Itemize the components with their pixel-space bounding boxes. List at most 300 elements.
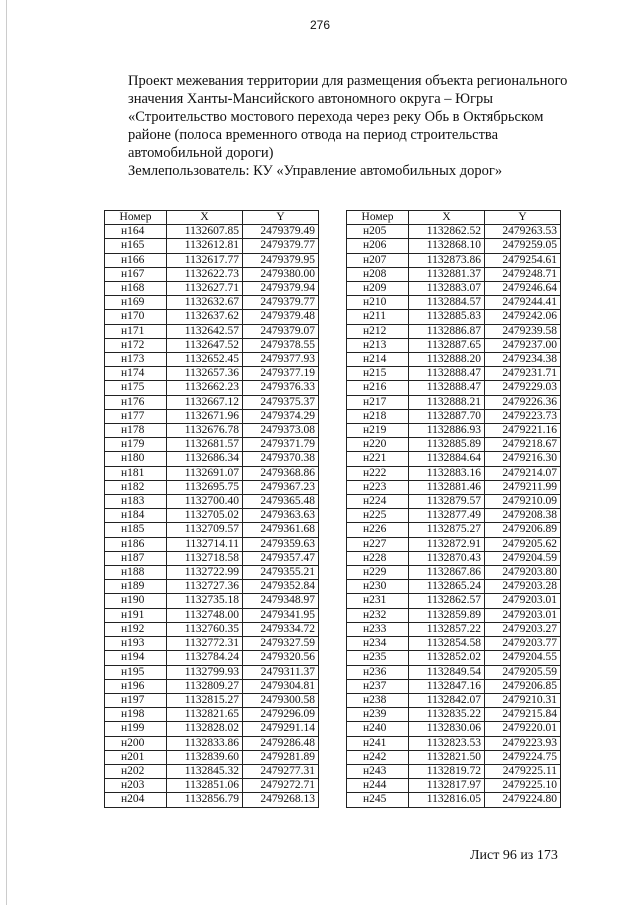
coord-x: 1132873.86	[409, 253, 485, 267]
table-row	[105, 495, 319, 509]
point-number: н218	[347, 409, 409, 423]
coord-y: 2479220.01	[485, 722, 561, 736]
table-row	[105, 693, 319, 707]
coord-y: 2479370.38	[243, 452, 319, 466]
table-row	[347, 537, 561, 551]
point-number: н208	[347, 267, 409, 281]
coord-x: 1132735.18	[167, 594, 243, 608]
coord-x: 1132875.27	[409, 523, 485, 537]
table-row	[105, 580, 319, 594]
point-number: н244	[347, 779, 409, 793]
point-number: н167	[105, 267, 167, 281]
point-number: н228	[347, 551, 409, 565]
point-number: н226	[347, 523, 409, 537]
point-number: н207	[347, 253, 409, 267]
coord-y: 2479224.80	[485, 793, 561, 807]
table-row	[347, 253, 561, 267]
coord-x: 1132632.67	[167, 296, 243, 310]
table-row	[347, 225, 561, 239]
coord-y: 2479379.48	[243, 310, 319, 324]
coord-x: 1132833.86	[167, 736, 243, 750]
point-number: н192	[105, 622, 167, 636]
point-number: н205	[347, 225, 409, 239]
coord-y: 2479341.95	[243, 608, 319, 622]
coord-y: 2479239.58	[485, 324, 561, 338]
coord-y: 2479373.08	[243, 424, 319, 438]
coord-y: 2479237.00	[485, 338, 561, 352]
coord-y: 2479311.37	[243, 665, 319, 679]
table-row	[105, 438, 319, 452]
table-row	[105, 310, 319, 324]
table-row	[347, 764, 561, 778]
point-number: н175	[105, 381, 167, 395]
coord-y: 2479259.05	[485, 239, 561, 253]
coord-y: 2479205.59	[485, 665, 561, 679]
table-row	[347, 779, 561, 793]
coord-y: 2479359.63	[243, 537, 319, 551]
table-row	[347, 566, 561, 580]
table-row	[347, 637, 561, 651]
coord-x: 1132886.93	[409, 424, 485, 438]
coord-x: 1132799.93	[167, 665, 243, 679]
table-row	[105, 750, 319, 764]
coord-x: 1132642.57	[167, 324, 243, 338]
table-row	[105, 509, 319, 523]
point-number: н236	[347, 665, 409, 679]
coord-x: 1132821.50	[409, 750, 485, 764]
point-number: н200	[105, 736, 167, 750]
coord-x: 1132885.83	[409, 310, 485, 324]
coord-x: 1132877.49	[409, 509, 485, 523]
coord-x: 1132637.62	[167, 310, 243, 324]
coord-y: 2479206.89	[485, 523, 561, 537]
point-number: н223	[347, 480, 409, 494]
coord-x: 1132859.89	[409, 608, 485, 622]
table-row	[105, 324, 319, 338]
coord-y: 2479268.13	[243, 793, 319, 807]
point-number: н241	[347, 736, 409, 750]
coord-y: 2479374.29	[243, 409, 319, 423]
table-row	[347, 424, 561, 438]
coord-x: 1132865.24	[409, 580, 485, 594]
point-number: н234	[347, 637, 409, 651]
coord-x: 1132857.22	[409, 622, 485, 636]
table-row	[347, 338, 561, 352]
table-row	[347, 793, 561, 807]
coord-x: 1132854.58	[409, 637, 485, 651]
coord-x: 1132828.02	[167, 722, 243, 736]
table-row	[347, 750, 561, 764]
coord-x: 1132823.53	[409, 736, 485, 750]
point-number: н194	[105, 651, 167, 665]
coord-y: 2479216.30	[485, 452, 561, 466]
coord-y: 2479365.48	[243, 495, 319, 509]
table-row	[105, 622, 319, 636]
table-row	[105, 722, 319, 736]
point-number: н202	[105, 764, 167, 778]
point-number: н195	[105, 665, 167, 679]
coord-y: 2479242.06	[485, 310, 561, 324]
coord-y: 2479352.84	[243, 580, 319, 594]
table-row	[105, 523, 319, 537]
coord-y: 2479304.81	[243, 679, 319, 693]
point-number: н231	[347, 594, 409, 608]
coord-x: 1132816.05	[409, 793, 485, 807]
point-number: н190	[105, 594, 167, 608]
table-row	[105, 452, 319, 466]
point-number: н197	[105, 693, 167, 707]
table-row	[105, 665, 319, 679]
coord-y: 2479379.07	[243, 324, 319, 338]
table-row	[347, 722, 561, 736]
table-row	[105, 551, 319, 565]
coord-y: 2479224.75	[485, 750, 561, 764]
table-row	[105, 253, 319, 267]
coord-y: 2479355.21	[243, 566, 319, 580]
coord-y: 2479206.85	[485, 679, 561, 693]
coord-y: 2479225.11	[485, 764, 561, 778]
table-row	[105, 409, 319, 423]
point-number: н216	[347, 381, 409, 395]
table-row	[347, 551, 561, 565]
coord-x: 1132862.57	[409, 594, 485, 608]
coord-x: 1132657.36	[167, 367, 243, 381]
coord-x: 1132652.45	[167, 353, 243, 367]
point-number: н180	[105, 452, 167, 466]
coord-x: 1132748.00	[167, 608, 243, 622]
coord-y: 2479320.56	[243, 651, 319, 665]
coord-y: 2479203.77	[485, 637, 561, 651]
table-row	[347, 509, 561, 523]
coord-x: 1132784.24	[167, 651, 243, 665]
table-row	[347, 495, 561, 509]
point-number: н193	[105, 637, 167, 651]
coord-x: 1132883.16	[409, 466, 485, 480]
table-row	[105, 779, 319, 793]
point-number: н215	[347, 367, 409, 381]
coord-x: 1132691.07	[167, 466, 243, 480]
table-row	[347, 651, 561, 665]
table-row	[105, 338, 319, 352]
coord-y: 2479210.09	[485, 495, 561, 509]
coord-y: 2479203.27	[485, 622, 561, 636]
scan-margin-line	[6, 0, 7, 905]
coord-y: 2479203.80	[485, 566, 561, 580]
table-row	[105, 282, 319, 296]
point-number: н171	[105, 324, 167, 338]
header-x: X	[167, 211, 243, 225]
point-number: н245	[347, 793, 409, 807]
coord-x: 1132714.11	[167, 537, 243, 551]
point-number: н219	[347, 424, 409, 438]
coord-x: 1132888.47	[409, 381, 485, 395]
table-row	[347, 239, 561, 253]
coord-x: 1132772.31	[167, 637, 243, 651]
point-number: н203	[105, 779, 167, 793]
coord-x: 1132839.60	[167, 750, 243, 764]
table-row	[347, 282, 561, 296]
table-row	[347, 608, 561, 622]
coord-x: 1132842.07	[409, 693, 485, 707]
table-row	[347, 679, 561, 693]
point-number: н176	[105, 395, 167, 409]
table-row	[105, 480, 319, 494]
coord-x: 1132852.02	[409, 651, 485, 665]
coord-x: 1132676.78	[167, 424, 243, 438]
header-y: Y	[485, 211, 561, 225]
point-number: н213	[347, 338, 409, 352]
coord-x: 1132667.12	[167, 395, 243, 409]
table-row	[105, 225, 319, 239]
point-number: н238	[347, 693, 409, 707]
title-line: автомобильной дороги)	[128, 145, 274, 161]
table-row	[105, 353, 319, 367]
point-number: н170	[105, 310, 167, 324]
point-number: н174	[105, 367, 167, 381]
table-row	[105, 381, 319, 395]
coord-x: 1132888.47	[409, 367, 485, 381]
title-line: «Строительство мостового перехода через реку Обь в Октябрьском	[128, 109, 544, 125]
table-row	[347, 324, 561, 338]
coord-x: 1132722.99	[167, 566, 243, 580]
coord-x: 1132881.37	[409, 267, 485, 281]
point-number: н187	[105, 551, 167, 565]
point-number: н165	[105, 239, 167, 253]
coord-y: 2479223.93	[485, 736, 561, 750]
table-header-row	[347, 211, 561, 225]
point-number: н239	[347, 708, 409, 722]
point-number: н232	[347, 608, 409, 622]
point-number: н220	[347, 438, 409, 452]
coord-y: 2479363.63	[243, 509, 319, 523]
table-row	[105, 708, 319, 722]
coord-x: 1132686.34	[167, 452, 243, 466]
coord-y: 2479377.93	[243, 353, 319, 367]
point-number: н199	[105, 722, 167, 736]
point-number: н243	[347, 764, 409, 778]
coord-y: 2479296.09	[243, 708, 319, 722]
point-number: н166	[105, 253, 167, 267]
header-number: Номер	[347, 211, 409, 225]
table-row	[347, 523, 561, 537]
coord-y: 2479231.71	[485, 367, 561, 381]
table-row	[347, 665, 561, 679]
land-user-line: Землепользователь: КУ «Управление автомобильных дорог»	[128, 163, 503, 179]
coord-y: 2479203.28	[485, 580, 561, 594]
coord-y: 2479357.47	[243, 551, 319, 565]
point-number: н235	[347, 651, 409, 665]
table-row	[105, 637, 319, 651]
table-row	[105, 793, 319, 807]
coord-x: 1132887.65	[409, 338, 485, 352]
coord-x: 1132888.21	[409, 395, 485, 409]
point-number: н204	[105, 793, 167, 807]
coord-y: 2479215.84	[485, 708, 561, 722]
point-number: н179	[105, 438, 167, 452]
coord-x: 1132886.87	[409, 324, 485, 338]
coord-y: 2479226.36	[485, 395, 561, 409]
coord-y: 2479379.95	[243, 253, 319, 267]
document-title	[128, 72, 598, 180]
table-row	[347, 267, 561, 281]
coord-x: 1132851.06	[167, 779, 243, 793]
table-row	[347, 452, 561, 466]
table-row	[105, 608, 319, 622]
table-row	[347, 622, 561, 636]
table-row	[347, 296, 561, 310]
coord-x: 1132867.86	[409, 566, 485, 580]
coord-x: 1132849.54	[409, 665, 485, 679]
point-number: н209	[347, 282, 409, 296]
coord-x: 1132612.81	[167, 239, 243, 253]
point-number: н181	[105, 466, 167, 480]
point-number: н227	[347, 537, 409, 551]
coord-x: 1132681.57	[167, 438, 243, 452]
coord-y: 2479327.59	[243, 637, 319, 651]
point-number: н214	[347, 353, 409, 367]
table-row	[105, 594, 319, 608]
table-row	[347, 353, 561, 367]
coord-x: 1132821.65	[167, 708, 243, 722]
coord-y: 2479291.14	[243, 722, 319, 736]
coord-y: 2479281.89	[243, 750, 319, 764]
point-number: н237	[347, 679, 409, 693]
point-number: н169	[105, 296, 167, 310]
table-row	[105, 239, 319, 253]
coord-x: 1132809.27	[167, 679, 243, 693]
coord-x: 1132847.16	[409, 679, 485, 693]
point-number: н221	[347, 452, 409, 466]
table-row	[105, 395, 319, 409]
table-row	[105, 679, 319, 693]
point-number: н201	[105, 750, 167, 764]
coord-y: 2479211.99	[485, 480, 561, 494]
table-row	[347, 693, 561, 707]
coord-y: 2479203.01	[485, 608, 561, 622]
point-number: н212	[347, 324, 409, 338]
table-row	[105, 651, 319, 665]
coord-y: 2479378.55	[243, 338, 319, 352]
coord-x: 1132695.75	[167, 480, 243, 494]
coord-x: 1132862.52	[409, 225, 485, 239]
coord-y: 2479379.77	[243, 296, 319, 310]
coord-y: 2479377.19	[243, 367, 319, 381]
table-header-row	[105, 211, 319, 225]
point-number: н173	[105, 353, 167, 367]
coord-y: 2479204.59	[485, 551, 561, 565]
coord-x: 1132885.89	[409, 438, 485, 452]
coord-x: 1132718.58	[167, 551, 243, 565]
coord-x: 1132884.57	[409, 296, 485, 310]
point-number: н177	[105, 409, 167, 423]
coord-y: 2479248.71	[485, 267, 561, 281]
table-row	[347, 708, 561, 722]
coord-x: 1132760.35	[167, 622, 243, 636]
coordinates-table-left	[104, 210, 319, 808]
coord-y: 2479210.31	[485, 693, 561, 707]
coord-x: 1132705.02	[167, 509, 243, 523]
table-row	[347, 480, 561, 494]
point-number: н178	[105, 424, 167, 438]
coord-y: 2479218.67	[485, 438, 561, 452]
coord-y: 2479214.07	[485, 466, 561, 480]
coord-y: 2479272.71	[243, 779, 319, 793]
point-number: н240	[347, 722, 409, 736]
coord-x: 1132607.85	[167, 225, 243, 239]
coord-y: 2479334.72	[243, 622, 319, 636]
point-number: н210	[347, 296, 409, 310]
coord-y: 2479229.03	[485, 381, 561, 395]
title-line: значения Ханты-Мансийского автономного округа – Югры	[128, 91, 493, 107]
point-number: н189	[105, 580, 167, 594]
coord-y: 2479208.38	[485, 509, 561, 523]
table-row	[347, 381, 561, 395]
coord-x: 1132617.77	[167, 253, 243, 267]
point-number: н224	[347, 495, 409, 509]
coord-y: 2479375.37	[243, 395, 319, 409]
header-x: X	[409, 211, 485, 225]
coord-x: 1132868.10	[409, 239, 485, 253]
coord-x: 1132881.46	[409, 480, 485, 494]
coord-x: 1132727.36	[167, 580, 243, 594]
point-number: н233	[347, 622, 409, 636]
point-number: н191	[105, 608, 167, 622]
coord-y: 2479380.00	[243, 267, 319, 281]
point-number: н242	[347, 750, 409, 764]
coord-x: 1132830.06	[409, 722, 485, 736]
header-y: Y	[243, 211, 319, 225]
coord-x: 1132888.20	[409, 353, 485, 367]
coord-x: 1132709.57	[167, 523, 243, 537]
point-number: н172	[105, 338, 167, 352]
coord-y: 2479204.55	[485, 651, 561, 665]
coord-y: 2479368.86	[243, 466, 319, 480]
coord-x: 1132835.22	[409, 708, 485, 722]
table-row	[105, 367, 319, 381]
coord-y: 2479221.16	[485, 424, 561, 438]
table-row	[105, 537, 319, 551]
coord-y: 2479254.61	[485, 253, 561, 267]
table-row	[347, 438, 561, 452]
point-number: н206	[347, 239, 409, 253]
title-line: районе (полоса временного отвода на период строительства	[128, 127, 499, 143]
point-number: н196	[105, 679, 167, 693]
table-row	[347, 736, 561, 750]
point-number: н184	[105, 509, 167, 523]
point-number: н164	[105, 225, 167, 239]
coord-x: 1132647.52	[167, 338, 243, 352]
point-number: н182	[105, 480, 167, 494]
point-number: н217	[347, 395, 409, 409]
coord-y: 2479205.62	[485, 537, 561, 551]
coord-y: 2479361.68	[243, 523, 319, 537]
coord-x: 1132872.91	[409, 537, 485, 551]
point-number: н183	[105, 495, 167, 509]
coord-y: 2479367.23	[243, 480, 319, 494]
table-row	[347, 395, 561, 409]
point-number: н225	[347, 509, 409, 523]
coord-y: 2479379.49	[243, 225, 319, 239]
coord-x: 1132815.27	[167, 693, 243, 707]
coordinates-table-right	[346, 210, 561, 808]
table-row	[347, 594, 561, 608]
table-row	[105, 466, 319, 480]
table-row	[105, 424, 319, 438]
point-number: н168	[105, 282, 167, 296]
coord-y: 2479376.33	[243, 381, 319, 395]
table-row	[105, 736, 319, 750]
coord-y: 2479286.48	[243, 736, 319, 750]
